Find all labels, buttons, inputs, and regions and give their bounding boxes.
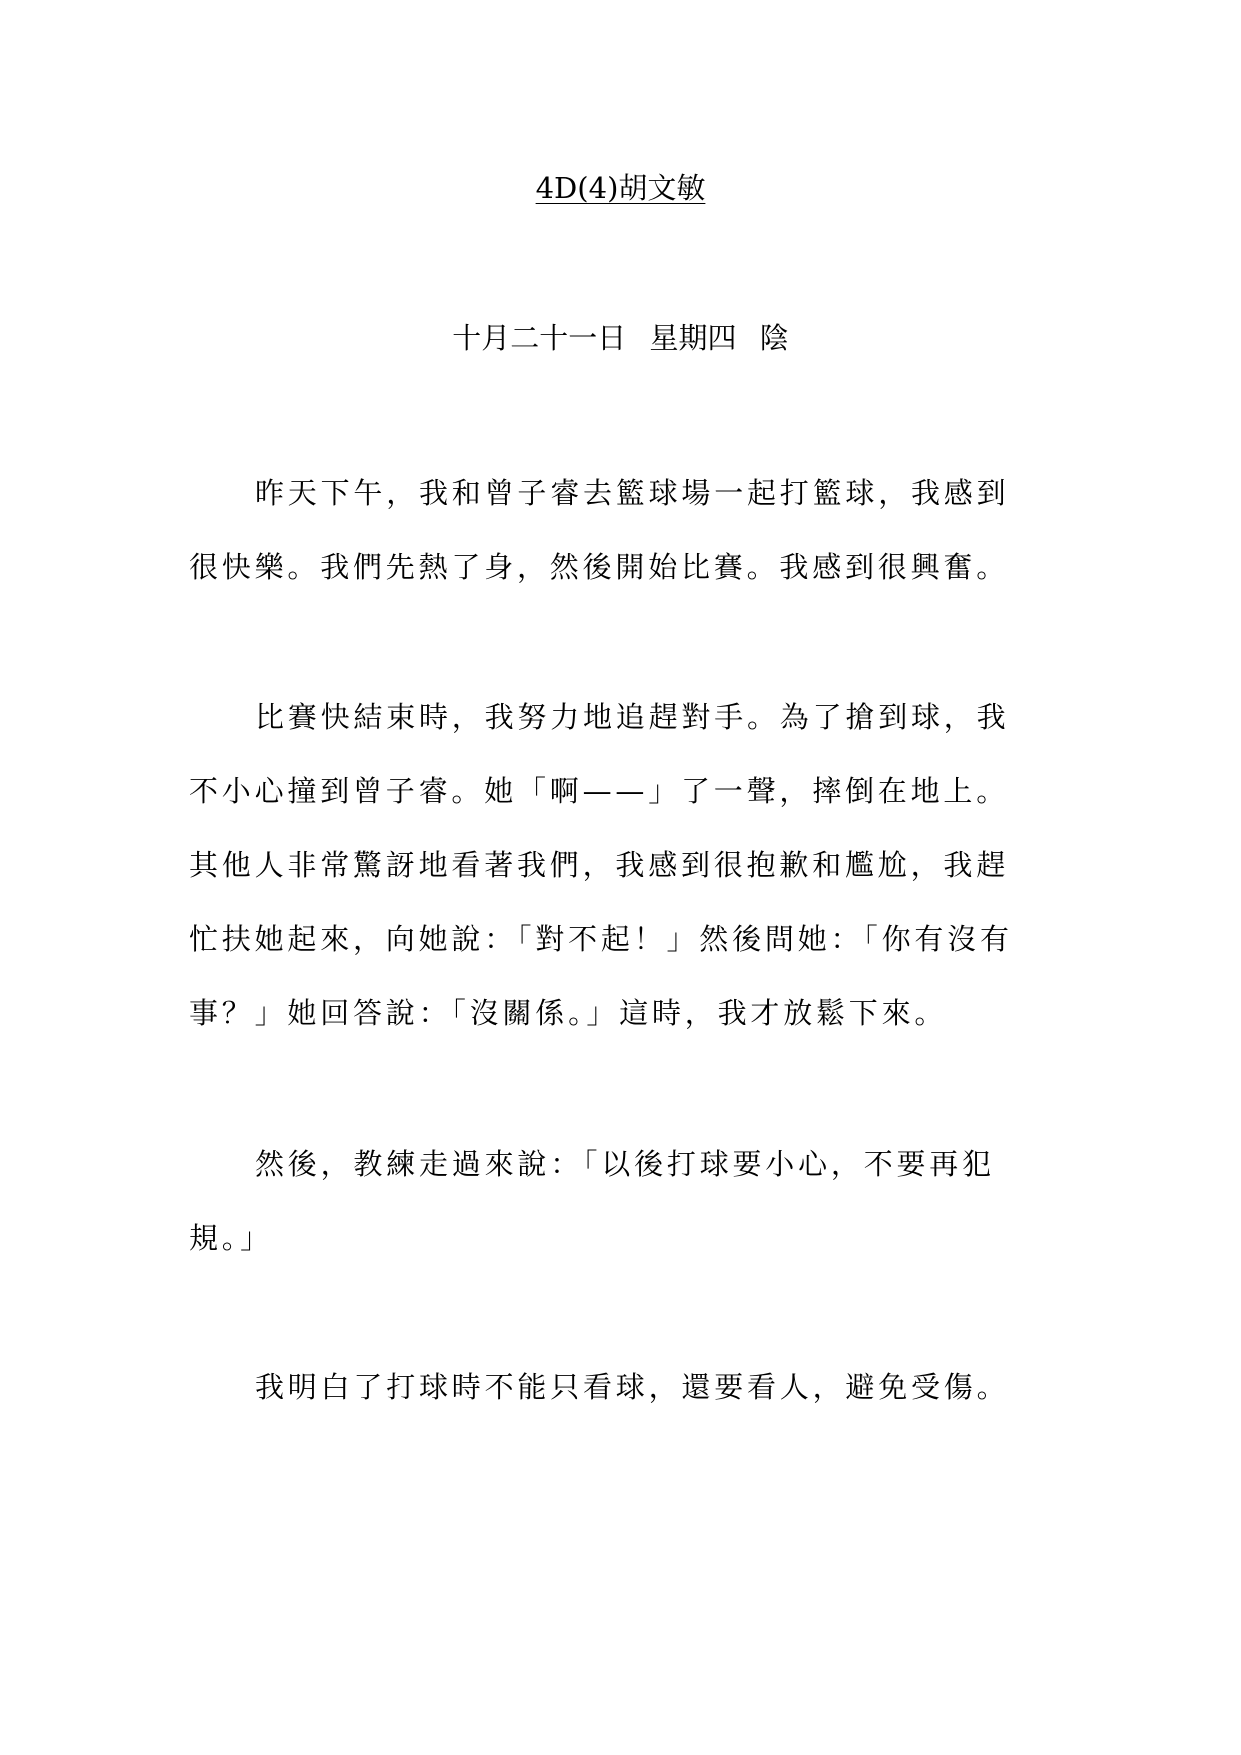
paragraph-1 [189, 456, 1031, 604]
paragraph-line: 規。」 [189, 1221, 273, 1255]
paragraph-line: 很快樂。我們先熱了身，然後開始比賽。我感到很興奮。 [189, 550, 1010, 584]
author-title-text: 4D(4)胡文敏 [535, 171, 706, 205]
paragraph-line: 昨天下午，我和曾子睿去籃球場一起打籃球，我感到 [255, 476, 1010, 510]
author-title [0, 168, 1241, 208]
paragraph-line: 不小心撞到曾子睿。她「啊——」了一聲，摔倒在地上。 [189, 774, 1010, 808]
paragraph-4 [189, 1350, 1031, 1424]
paragraph-line: 然後，教練走過來說：「以後打球要小心，不要再犯 [255, 1147, 995, 1181]
paragraph-line: 事？」她回答說：「沒關係。」這時，我才放鬆下來。 [189, 996, 948, 1030]
paragraph-2 [189, 680, 1031, 1050]
paragraph-line: 比賽快結束時，我努力地追趕對手。為了搶到球，我 [255, 700, 1010, 734]
date-weather-line: 十月二十一日 星期四 陰 [452, 321, 789, 355]
paragraph-line: 其他人非常驚訝地看著我們，我感到很抱歉和尷尬，我趕 [189, 848, 1010, 882]
paragraph-line: 忙扶她起來，向她說：「對不起！」然後問她：「你有沒有 [189, 922, 1013, 956]
paragraph-line: 我明白了打球時不能只看球，還要看人，避免受傷。 [255, 1370, 1010, 1404]
paragraph-3 [189, 1127, 1031, 1275]
